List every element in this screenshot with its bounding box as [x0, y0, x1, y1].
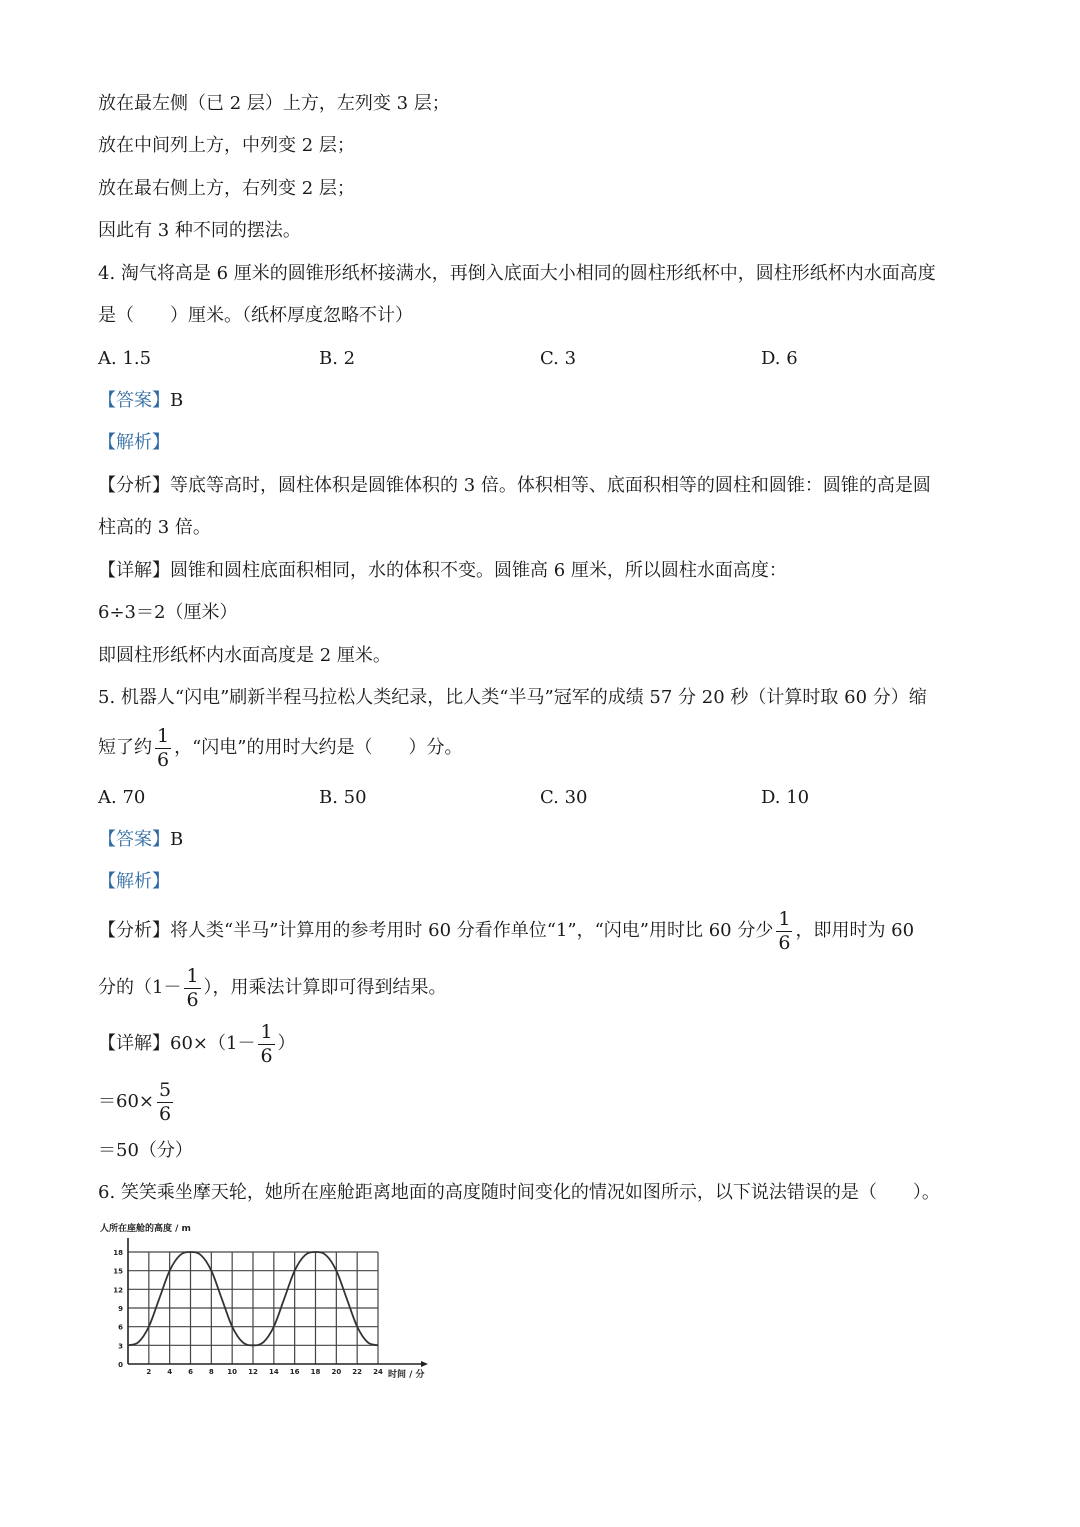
text-fragment: 分的（1－ — [98, 977, 182, 998]
text-fragment: ，“闪电”的用时大约是（ ）分。 — [174, 737, 463, 758]
fraction-numerator: 1 — [778, 907, 791, 930]
q4-option-a: A. 1.5 — [98, 348, 152, 369]
q4-fenxi: 【分析】等底等高时，圆柱体积是圆锥体积的 3 倍。体积相等、底面积相等的圆柱和圆锥：圆锥的高是圆 — [98, 475, 931, 496]
q4-detail-conclusion: 即圆柱形纸杯内水面高度是 2 厘米。 — [98, 645, 391, 666]
x-tick-label: 22 — [352, 1368, 363, 1376]
x-axis-label: 时间 / 分 — [388, 1370, 425, 1380]
q5-option-a: A. 70 — [98, 787, 146, 808]
q4-option-b: B. 2 — [319, 348, 356, 369]
x-tick-label: 2 — [146, 1368, 152, 1376]
y-tick-label: 9 — [118, 1305, 123, 1313]
chart-axes — [128, 1238, 428, 1367]
q5-option-d: D. 10 — [761, 787, 810, 808]
fraction — [184, 964, 200, 1011]
question-4-stem-cont: 是（ ）厘米。（纸杯厚度忽略不计） — [98, 305, 413, 326]
text-fragment: ） — [277, 1033, 296, 1054]
fraction-denominator: 6 — [260, 1044, 273, 1067]
x-tick-label: 8 — [208, 1368, 214, 1376]
y-tick-label: 3 — [118, 1342, 123, 1351]
x-tick-label: 14 — [268, 1368, 279, 1376]
q4-detail: 【详解】圆锥和圆柱底面积相同，水的体积不变。圆锥高 6 厘米，所以圆柱水面高度： — [98, 560, 787, 581]
q5-option-c: C. 30 — [540, 787, 588, 808]
q4-fenxi-cont: 柱高的 3 倍。 — [98, 517, 211, 538]
x-tick-labels — [146, 1368, 383, 1376]
text-fragment: 【详解】60×（1－ — [98, 1033, 256, 1054]
text-fragment: ），用乘法计算即可得到结果。 — [203, 977, 447, 998]
fraction-numerator: 1 — [260, 1020, 273, 1043]
q4-answer — [98, 388, 183, 414]
q4-detail-calc: 6÷3＝2（厘米） — [98, 602, 238, 623]
q5-answer — [98, 827, 183, 853]
y-tick-label: 18 — [113, 1249, 123, 1257]
answer-value: B — [170, 390, 184, 411]
text-fragment: ，即用时为 60 — [795, 920, 915, 941]
fraction-numerator: 5 — [159, 1078, 172, 1101]
y-tick-label: 15 — [113, 1267, 123, 1276]
answer-tag: 【答案】 — [98, 390, 170, 411]
chart-grid — [128, 1252, 378, 1364]
question-6-stem: 6. 笑笑乘坐摩天轮，她所在座舱距离地面的高度随时间变化的情况如图所示，以下说法错误的是（ ）。 — [98, 1182, 940, 1203]
x-tick-label: 18 — [310, 1368, 321, 1376]
q5-detail-step3: ＝50（分） — [98, 1140, 193, 1161]
x-axis-arrow — [421, 1361, 428, 1367]
x-tick-label: 16 — [289, 1368, 300, 1376]
fraction — [258, 1020, 274, 1067]
y-tick-labels — [113, 1249, 123, 1369]
fraction-denominator: 6 — [186, 988, 199, 1011]
question-4-stem: 4. 淘气将高是 6 厘米的圆锥形纸杯接满水，再倒入底面大小相同的圆柱形纸杯中，圆柱形纸杯内水面高度 — [98, 263, 936, 284]
x-tick-label: 20 — [331, 1368, 342, 1376]
y-tick-label: 0 — [118, 1361, 123, 1369]
q5-option-b: B. 50 — [319, 787, 367, 808]
q5-fenxi — [98, 905, 914, 957]
x-tick-label: 12 — [248, 1368, 258, 1376]
text-line: 因此有 3 种不同的摆法。 — [98, 220, 301, 241]
text-fragment: 【分析】将人类“半马”计算用的参考用时 60 分看作单位“1”，“闪电”用时比 60 分少 — [98, 920, 774, 941]
x-tick-label: 24 — [373, 1368, 383, 1376]
fraction-numerator: 1 — [157, 724, 170, 747]
fraction — [155, 724, 171, 771]
text-fragment: 短了约 — [98, 737, 152, 758]
fraction-numerator: 1 — [186, 964, 199, 987]
fraction-denominator: 6 — [778, 931, 791, 954]
text-fragment: ＝60× — [98, 1091, 154, 1112]
answer-value: B — [170, 829, 184, 850]
y-tick-label: 12 — [113, 1286, 123, 1295]
text-line: 放在最右侧上方，右列变 2 层； — [98, 178, 355, 199]
q5-detail — [98, 1018, 296, 1070]
q4-analysis-tag: 【解析】 — [98, 432, 170, 453]
question-5-stem-cont — [98, 722, 463, 774]
q5-detail-step2 — [98, 1076, 176, 1128]
question-5-stem: 5. 机器人“闪电”刷新半程马拉松人类纪录，比人类“半马”冠军的成绩 57 分 20 秒（计算时取 60 分）缩 — [98, 687, 927, 708]
fraction-denominator: 6 — [157, 748, 170, 771]
fraction-denominator: 6 — [159, 1102, 172, 1125]
fraction — [776, 907, 792, 954]
q4-option-c: C. 3 — [540, 348, 577, 369]
y-axis-label: 人所在座舱的高度 / m — [100, 1224, 191, 1234]
q4-option-d: D. 6 — [761, 348, 798, 369]
text-line: 放在最左侧（已 2 层）上方，左列变 3 层； — [98, 93, 450, 114]
x-tick-label: 10 — [227, 1368, 238, 1376]
text-line: 放在中间列上方，中列变 2 层； — [98, 135, 355, 156]
q5-analysis-tag: 【解析】 — [98, 871, 170, 892]
x-tick-label: 4 — [167, 1368, 173, 1376]
x-tick-label: 6 — [188, 1368, 193, 1376]
y-tick-label: 6 — [118, 1323, 123, 1332]
answer-tag: 【答案】 — [98, 829, 170, 850]
height-time-chart — [98, 1220, 438, 1384]
q5-fenxi-cont — [98, 962, 447, 1014]
fraction — [157, 1078, 173, 1125]
